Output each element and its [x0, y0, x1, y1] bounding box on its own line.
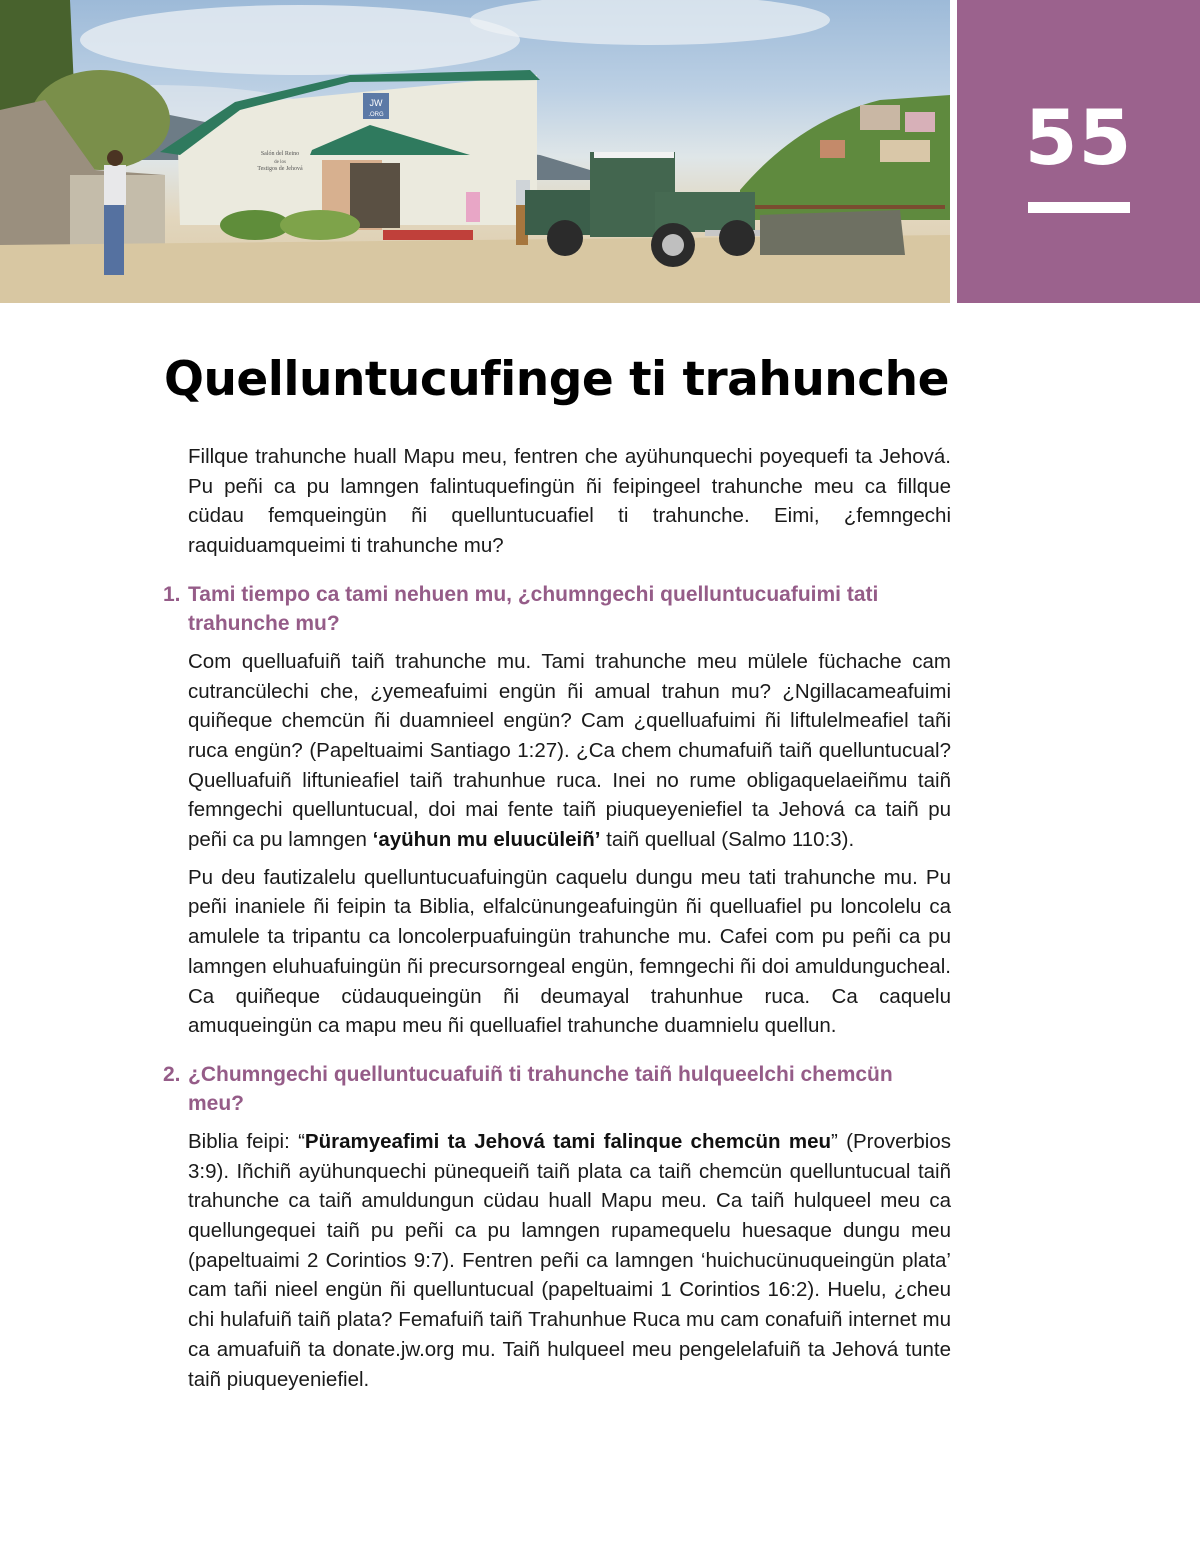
svg-text:Testigos de Jehová: Testigos de Jehová — [257, 166, 303, 172]
section-heading-2 — [163, 1060, 908, 1118]
svg-text:JW: JW — [369, 98, 383, 108]
svg-text:.ORG: .ORG — [368, 112, 384, 118]
intro-paragraph: Fillque trahunche huall Mapu meu, fentren che ayühunquechi poyequefi ta Jehová. Pu peñi ca pu lamngen falintuquefingün ñi feipingeel trahunche meu ca fillque cüdau femqueingün ñi quelluntucuafiel ti trahunche. Eimi, ¿femngechi raquiduamqueimi ti trahunche mu? — [188, 445, 951, 558]
svg-text:de los: de los — [274, 160, 286, 165]
chapter-number-box — [957, 0, 1200, 303]
section-1-paragraph-1: Com quelluafuiñ taiñ trahunche mu. Tami trahunche meu mülele füchache cam cutrancülechi che, ¿yemeafuimi engün ñi amual trahun mu? ¿Ngillacameafuimi quiñeque chemcün ñi duamnieel engün? Cam ¿quelluafuimi ñi liftulelmeafiel tañi ruca engün? (Papeltuaimi Santiago 1:27). ¿Ca chem chumafuiñ taiñ quelluntucual? Quelluafuiñ liftunieafiel taiñ trahunhue ruca. Inei no rume obligaquelaeiñmu taiñ femngechi quelluntucual, doi mai fente taiñ piuqueyeniefiel ta Jehová ca taiñ pu peñi ca pu lamngen ‘ayühun mu eluucüleiñ’ taiñ quellual (Salmo 110:3). — [188, 649, 951, 852]
section-number: 2. — [163, 1062, 181, 1086]
chapter-number: 55 — [1024, 93, 1133, 182]
header-photo — [0, 0, 950, 303]
bold-quote: ‘ayühun mu eluucüleiñ’ — [372, 828, 601, 852]
section-number: 1. — [163, 582, 181, 606]
section-2-paragraph-1: Biblia feipi: “Püramyeafimi ta Jehová tami falinque chemcün meu” (Proverbios 3:9). Iñchiñ ayühunquechi pünequeiñ taiñ plata ca taiñ chemcün quelluntucual taiñ trahunche ca taiñ amuldungun cüdau huall Mapu meu. Ca taiñ hulqueel meu ca quellungequei taiñ pu peñi ca pu lamngen rupamequelu huesaque dungu meu (papeltuaimi 2 Corintios 9:7). Fentren peñi ca lamngen ‘huichucünuqueingün plata’ cam tañi nieel engün ñi quelluntucual (papeltuaimi 1 Corintios 16:2). Huelu, ¿cheu chi hulafuiñ taiñ plata? Femafuiñ taiñ Trahunhue Ruca mu cam conafuiñ internet mu ca amuafuiñ ta donate.jw.org mu. Taiñ hulqueel meu pengelelafuiñ ta Jehová tunte taiñ piuqueyeniefiel. — [188, 1129, 951, 1391]
section-heading-text: Tami tiempo ca tami nehuen mu, ¿chumngechi quelluntucuafuimi tati trahunche mu? — [188, 582, 879, 635]
chapter-underline — [1028, 202, 1130, 213]
section-heading-text: ¿Chumngechi quelluntucuafuiñ ti trahunche taiñ hulqueelchi chemcün meu? — [188, 1062, 893, 1115]
section-1-paragraph-2: Pu deu fautizalelu quelluntucuafuingün caquelu dungu meu tati trahunche mu. Pu peñi inaniele ñi feipin ta Biblia, elfalcünungeafuingün ñi quelluafiel pu loncolelu ca amulele ta tripantu ca loncolerpuafuingün trahunche mu. Cafei com pu peñi ca pu lamngen eluhuafuingün ñi precursorngeal engün, femngechi ñi doi amuldungucheal. Ca quiñeque cüdauqueingün ñi deumayal trahunhue ruca. Ca caquelu amuqueingün ca mapu meu ñi quelluafiel trahunche duamnielu quellun. — [188, 865, 951, 1038]
bold-scripture-quote: Püramyeafimi ta Jehová tami falinque chemcün meu — [304, 1129, 832, 1153]
svg-text:Salón del Reino: Salón del Reino — [260, 151, 300, 157]
kingdom-hall-illustration — [0, 0, 950, 303]
page-title: Quelluntucufinge ti trahunche — [164, 352, 949, 407]
lesson-content — [163, 442, 951, 1394]
section-heading-1 — [163, 580, 908, 638]
